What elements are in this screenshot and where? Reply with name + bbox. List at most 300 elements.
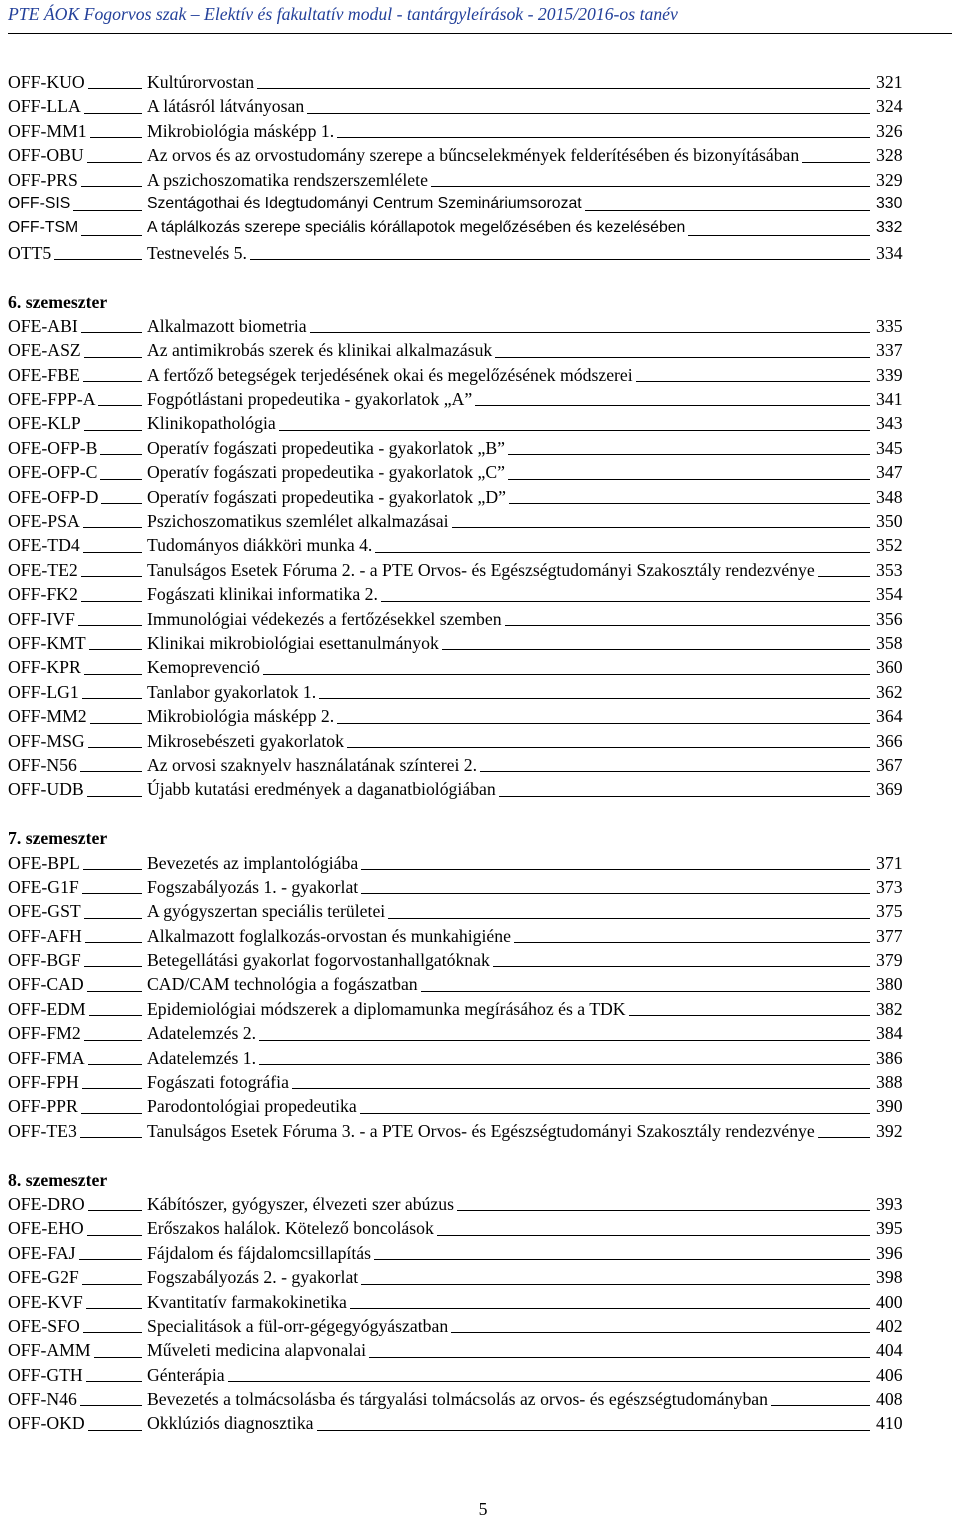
course-code: OFF-AFH	[8, 925, 82, 946]
leader-line	[79, 1259, 143, 1260]
leader-line	[361, 893, 870, 894]
course-title-cell	[147, 143, 870, 167]
leader-line	[375, 552, 870, 553]
leader-line	[84, 674, 142, 675]
course-code: OFF-SIS	[8, 194, 71, 212]
page-reference: 345	[876, 437, 903, 458]
leader-line	[84, 966, 142, 967]
course-code: OFF-PRS	[8, 169, 78, 190]
course-code: OFF-TSM	[8, 219, 79, 237]
course-title: Operatív fogászati propedeutika - gyakorlatok „C”	[147, 462, 506, 483]
semester-heading: 7. szemeszter	[8, 828, 108, 849]
page-reference: 329	[876, 169, 903, 190]
leader-line	[98, 405, 142, 406]
page-number-footer: 5	[478, 1499, 488, 1519]
page-reference: 404	[876, 1340, 903, 1361]
leader-line	[347, 747, 870, 748]
course-code-cell	[8, 631, 142, 655]
course-code: OFE-DRO	[8, 1193, 85, 1214]
course-title: A gyógyszertan speciális területei	[147, 901, 386, 922]
course-code-cell	[8, 997, 142, 1021]
course-title: A fertőző betegségek terjedésének okai és megelőzésének módszerei	[147, 364, 633, 385]
course-title: Klinikopathológia	[147, 413, 276, 434]
course-title: Operatív fogászati propedeutika - gyakorlatok „B”	[147, 437, 506, 458]
course-code: OFF-KPR	[8, 657, 81, 678]
leader-line	[83, 381, 142, 382]
leader-line	[457, 1210, 870, 1211]
course-code-cell	[8, 899, 142, 923]
course-code: OFF-FK2	[8, 584, 78, 605]
course-code-cell	[8, 241, 142, 265]
course-code: OFF-BGF	[8, 950, 81, 971]
index-entry	[8, 948, 902, 972]
page-reference: 375	[876, 901, 903, 922]
course-title: Adatelemzés 2.	[147, 1023, 257, 1044]
index-entry	[8, 143, 902, 167]
leader-line	[73, 210, 142, 211]
leader-line	[100, 454, 142, 455]
index-entry	[8, 875, 902, 899]
leader-line	[802, 162, 870, 163]
course-title-cell	[147, 680, 870, 704]
course-title-cell	[147, 1314, 870, 1338]
course-code: OFF-EDM	[8, 998, 86, 1019]
course-code: OFF-OBU	[8, 145, 84, 166]
index-entry	[8, 1314, 902, 1338]
page-reference: 347	[876, 462, 903, 483]
index-entry	[8, 485, 902, 509]
leader-line	[101, 503, 142, 504]
course-title: Fogászati fotográfia	[147, 1072, 289, 1093]
course-code-cell	[8, 1338, 142, 1362]
leader-line	[82, 698, 142, 699]
index-entry	[8, 387, 902, 411]
leader-line	[84, 1040, 142, 1041]
course-title: Adatelemzés 1.	[147, 1047, 257, 1068]
course-title: Okklúziós diagnosztika	[147, 1413, 314, 1434]
course-code-cell	[8, 436, 142, 460]
leader-line	[83, 1332, 142, 1333]
course-code-cell	[8, 1363, 142, 1387]
index-entry	[8, 1119, 902, 1143]
index-entry	[8, 655, 902, 679]
course-code-cell	[8, 1216, 142, 1240]
course-title-cell	[147, 655, 870, 679]
course-title-cell	[147, 314, 870, 338]
leader-line	[508, 479, 870, 480]
index-entry	[8, 1363, 902, 1387]
index-entry	[8, 704, 902, 728]
index-entry	[8, 924, 902, 948]
course-title-cell	[147, 460, 870, 484]
leader-line	[388, 918, 870, 919]
leader-line	[452, 527, 870, 528]
index-entry	[8, 899, 902, 923]
course-title: Szentágothai és Idegtudományi Centrum Szemináriumsorozat	[147, 194, 582, 212]
page-footer	[0, 1501, 960, 1517]
course-title-cell	[147, 1021, 870, 1045]
course-title-cell	[147, 1216, 870, 1240]
leader-line	[54, 259, 142, 260]
course-code: OFF-TE3	[8, 1120, 77, 1141]
page-reference: 400	[876, 1291, 903, 1312]
page-reference: 410	[876, 1413, 903, 1434]
course-code: OFF-AMM	[8, 1340, 91, 1361]
leader-line	[88, 1430, 142, 1431]
course-code-cell	[8, 558, 142, 582]
course-title-cell	[147, 972, 870, 996]
leader-line	[514, 942, 870, 943]
course-code: OFF-FM2	[8, 1023, 81, 1044]
leader-line	[480, 771, 870, 772]
course-index	[8, 70, 902, 1436]
course-code-cell	[8, 216, 142, 240]
leader-line	[350, 1308, 870, 1309]
course-title-cell	[147, 631, 870, 655]
course-code-cell	[8, 851, 142, 875]
index-entry	[8, 1094, 902, 1118]
index-entry	[8, 168, 902, 192]
course-title-cell	[147, 1265, 870, 1289]
course-title: Pszichoszomatikus szemlélet alkalmazásai	[147, 511, 449, 532]
leader-line	[228, 1381, 870, 1382]
course-title: Kvantitatív farmakokinetika	[147, 1291, 347, 1312]
index-entry	[8, 119, 902, 143]
course-title: Kábítószer, gyógyszer, élvezeti szer abúzus	[147, 1193, 454, 1214]
page-reference: 332	[876, 219, 903, 237]
index-entry	[8, 411, 902, 435]
course-title: Erőszakos halálok. Kötelező boncolások	[147, 1218, 434, 1239]
course-code-cell	[8, 1387, 142, 1411]
course-title-cell	[147, 729, 870, 753]
leader-line	[259, 1040, 870, 1041]
leader-line	[499, 796, 870, 797]
course-code-cell	[8, 411, 142, 435]
semester-heading: 6. szemeszter	[8, 291, 108, 312]
course-title: Fogászati klinikai informatika 2.	[147, 584, 378, 605]
course-code: OFE-OFP-D	[8, 486, 99, 507]
course-code-cell	[8, 1094, 142, 1118]
index-entry	[8, 1216, 902, 1240]
course-code-cell	[8, 753, 142, 777]
index-entry	[8, 607, 902, 631]
leader-line	[818, 576, 870, 577]
course-code-cell	[8, 607, 142, 631]
course-code-cell	[8, 94, 142, 118]
course-title: Parodontológiai propedeutika	[147, 1096, 357, 1117]
leader-line	[80, 771, 142, 772]
index-entry	[8, 94, 902, 118]
leader-line	[87, 162, 142, 163]
course-code: OFE-G2F	[8, 1267, 79, 1288]
page-reference: 352	[876, 535, 903, 556]
course-code-cell	[8, 363, 142, 387]
course-code: OFF-OKD	[8, 1413, 85, 1434]
leader-line	[250, 259, 870, 260]
index-entry	[8, 777, 902, 801]
semester-section	[8, 1168, 902, 1436]
course-title: Az antimikrobás szerek és klinikai alkalmazásuk	[147, 340, 493, 361]
leader-line	[88, 88, 142, 89]
course-title-cell	[147, 485, 870, 509]
leader-line	[493, 966, 870, 967]
course-title-cell	[147, 168, 870, 192]
course-title: Mikrobiológia másképp 2.	[147, 706, 335, 727]
course-title-cell	[147, 704, 870, 728]
leader-line	[771, 1405, 870, 1406]
course-code: OFE-FPP-A	[8, 389, 96, 410]
course-code-cell	[8, 924, 142, 948]
page-reference: 380	[876, 974, 903, 995]
leader-line	[257, 88, 870, 89]
course-code: OFF-IVF	[8, 608, 75, 629]
header-title: PTE ÁOK Fogorvos szak – Elektív és fakultatív modul - tantárgyleírások - 2015/2016-os tanév	[8, 4, 678, 24]
index-entry	[8, 1411, 902, 1435]
page-reference: 371	[876, 852, 903, 873]
leader-line	[310, 332, 870, 333]
course-code-cell	[8, 1241, 142, 1265]
page-header	[8, 2, 952, 34]
course-title-cell	[147, 1387, 870, 1411]
leader-line	[585, 210, 870, 211]
page-reference: 339	[876, 364, 903, 385]
course-title: Fájdalom és fájdalomcsillapítás	[147, 1242, 371, 1263]
course-code: OTT5	[8, 242, 52, 263]
course-title-cell	[147, 1411, 870, 1435]
page-reference: 358	[876, 632, 903, 653]
course-code: OFF-PPR	[8, 1096, 78, 1117]
course-title: Epidemiológiai módszerek a diplomamunka megírásához és a TDK	[147, 998, 626, 1019]
page-reference: 392	[876, 1120, 903, 1141]
course-code-cell	[8, 70, 142, 94]
course-code-cell	[8, 1290, 142, 1314]
page-reference: 326	[876, 120, 903, 141]
leader-line	[818, 1137, 870, 1138]
course-code: OFE-TE2	[8, 559, 78, 580]
index-entry	[8, 582, 902, 606]
leader-line	[86, 1308, 142, 1309]
leader-line	[337, 723, 870, 724]
page-reference: 393	[876, 1193, 903, 1214]
course-title: Fogszabályozás 2. - gyakorlat	[147, 1267, 359, 1288]
course-title-cell	[147, 241, 870, 265]
index-entry	[8, 363, 902, 387]
course-title: Mikrosebészeti gyakorlatok	[147, 730, 344, 751]
index-entry	[8, 1241, 902, 1265]
course-title: Betegellátási gyakorlat fogorvostanhallgatóknak	[147, 950, 490, 971]
course-code: OFF-FPH	[8, 1072, 79, 1093]
index-entry	[8, 192, 902, 216]
leader-line	[81, 601, 142, 602]
page-reference: 354	[876, 584, 903, 605]
course-title-cell	[147, 1290, 870, 1314]
course-title: Bevezetés a tolmácsolásba és tárgyalási tolmácsolás az orvos- és egészségtudományban	[147, 1389, 768, 1410]
leader-line	[317, 1430, 870, 1431]
course-code: OFF-LG1	[8, 681, 79, 702]
course-title-cell	[147, 192, 870, 216]
course-code-cell	[8, 143, 142, 167]
index-entry	[8, 1265, 902, 1289]
page-reference: 396	[876, 1242, 903, 1263]
course-title-cell	[147, 70, 870, 94]
course-title-cell	[147, 338, 870, 362]
leader-line	[88, 1064, 142, 1065]
course-code: OFF-FMA	[8, 1047, 85, 1068]
course-code: OFF-MSG	[8, 730, 85, 751]
course-code-cell	[8, 1021, 142, 1045]
course-title-cell	[147, 533, 870, 557]
course-title-cell	[147, 387, 870, 411]
course-title: Alkalmazott foglalkozás-orvostan és munkahigiéne	[147, 925, 511, 946]
course-code-cell	[8, 460, 142, 484]
course-code: OFF-KMT	[8, 632, 86, 653]
page-reference: 406	[876, 1364, 903, 1385]
course-code-cell	[8, 533, 142, 557]
leader-line	[319, 698, 870, 699]
course-title-cell	[147, 607, 870, 631]
leader-line	[361, 1284, 870, 1285]
leader-line	[88, 747, 142, 748]
course-code: OFF-N46	[8, 1389, 77, 1410]
course-title: A pszichoszomatika rendszerszemlélete	[147, 169, 428, 190]
page-reference: 350	[876, 511, 903, 532]
index-entry	[8, 1021, 902, 1045]
course-title-cell	[147, 363, 870, 387]
course-title-cell	[147, 1192, 870, 1216]
course-title: Kemoprevenció	[147, 657, 260, 678]
course-code-cell	[8, 655, 142, 679]
index-entry	[8, 436, 902, 460]
course-code-cell	[8, 338, 142, 362]
course-title-cell	[147, 899, 870, 923]
page-reference: 382	[876, 998, 903, 1019]
page-reference: 328	[876, 145, 903, 166]
leader-line	[307, 113, 870, 114]
leader-line	[337, 137, 870, 138]
page-reference: 379	[876, 950, 903, 971]
leader-line	[87, 991, 142, 992]
index-entry	[8, 241, 902, 265]
leader-line	[83, 869, 142, 870]
leader-line	[361, 869, 870, 870]
leader-line	[80, 1137, 142, 1138]
page-reference: 367	[876, 754, 903, 775]
course-code-cell	[8, 1046, 142, 1070]
course-code-cell	[8, 777, 142, 801]
course-code: OFF-KUO	[8, 72, 85, 92]
course-code-cell	[8, 509, 142, 533]
course-code: OFE-EHO	[8, 1218, 84, 1239]
index-entry	[8, 70, 902, 94]
page-reference: 386	[876, 1047, 903, 1068]
page-reference: 384	[876, 1023, 903, 1044]
course-code-cell	[8, 314, 142, 338]
page-reference: 366	[876, 730, 903, 751]
leader-line	[87, 1235, 142, 1236]
course-code-cell	[8, 1119, 142, 1143]
course-title: Műveleti medicina alapvonalai	[147, 1340, 367, 1361]
leader-line	[636, 381, 870, 382]
leader-line	[82, 893, 142, 894]
leader-line	[374, 1259, 870, 1260]
page-reference: 369	[876, 779, 903, 800]
index-entry	[8, 972, 902, 996]
leader-line	[82, 1284, 142, 1285]
page-reference: 360	[876, 657, 903, 678]
leader-line	[84, 357, 142, 358]
leader-line	[84, 430, 142, 431]
page-reference: 398	[876, 1267, 903, 1288]
course-title: Klinikai mikrobiológiai esettanulmányok	[147, 632, 439, 653]
leader-line	[292, 1088, 870, 1089]
course-title: Immunológiai védekezés a fertőzésekkel szemben	[147, 608, 502, 629]
course-title-cell	[147, 753, 870, 777]
course-code: OFE-PSA	[8, 511, 80, 532]
leader-line	[81, 235, 142, 236]
course-code: OFF-MM1	[8, 120, 87, 141]
course-title-cell	[147, 558, 870, 582]
course-code: OFF-GTH	[8, 1364, 83, 1385]
leader-line	[509, 503, 870, 504]
course-title-cell	[147, 1363, 870, 1387]
course-code: OFE-ASZ	[8, 340, 81, 361]
course-title-cell	[147, 411, 870, 435]
course-code-cell	[8, 119, 142, 143]
page-reference: 390	[876, 1096, 903, 1117]
course-title: Az orvos és az orvostudomány szerepe a bűncselekmények felderítésében és bizonyításában	[147, 145, 800, 166]
index-entry	[8, 851, 902, 875]
leader-line	[81, 576, 142, 577]
leader-line	[94, 1357, 142, 1358]
page-reference: 348	[876, 486, 903, 507]
leader-line	[431, 186, 870, 187]
semester-heading: 8. szemeszter	[8, 1169, 108, 1190]
leader-line	[83, 527, 142, 528]
course-title-cell	[147, 851, 870, 875]
leader-line	[78, 625, 142, 626]
course-code: OFE-OFP-B	[8, 437, 98, 458]
course-title-cell	[147, 948, 870, 972]
course-code: OFE-KVF	[8, 1291, 83, 1312]
page-reference: 343	[876, 413, 903, 434]
course-title: Specialitások a fül-orr-gégegyógyászatban	[147, 1315, 449, 1336]
leader-line	[437, 1235, 870, 1236]
leader-line	[89, 1015, 142, 1016]
course-code-cell	[8, 1192, 142, 1216]
course-title-cell	[147, 1241, 870, 1265]
course-code-cell	[8, 875, 142, 899]
course-title: Génterápia	[147, 1364, 225, 1385]
course-title: Fogpótlástani propedeutika - gyakorlatok „A”	[147, 389, 473, 410]
course-code-cell	[8, 387, 142, 411]
index-entry	[8, 314, 902, 338]
semester-section	[8, 70, 902, 265]
course-code: OFE-SFO	[8, 1315, 80, 1336]
course-title: Újabb kutatási eredmények a daganatbiológiában	[147, 779, 496, 800]
course-title: A látásról látványosan	[147, 96, 305, 117]
course-title: Az orvosi szaknyelv használatának színterei 2.	[147, 754, 478, 775]
course-title: CAD/CAM technológia a fogászatban	[147, 974, 418, 995]
semester-section	[8, 290, 902, 802]
leader-line	[360, 1113, 870, 1114]
course-code-cell	[8, 704, 142, 728]
course-code: OFF-LLA	[8, 96, 81, 117]
course-title: Operatív fogászati propedeutika - gyakorlatok „D”	[147, 486, 507, 507]
index-entry	[8, 460, 902, 484]
index-entry	[8, 997, 902, 1021]
leader-line	[86, 1381, 142, 1382]
index-entry	[8, 631, 902, 655]
